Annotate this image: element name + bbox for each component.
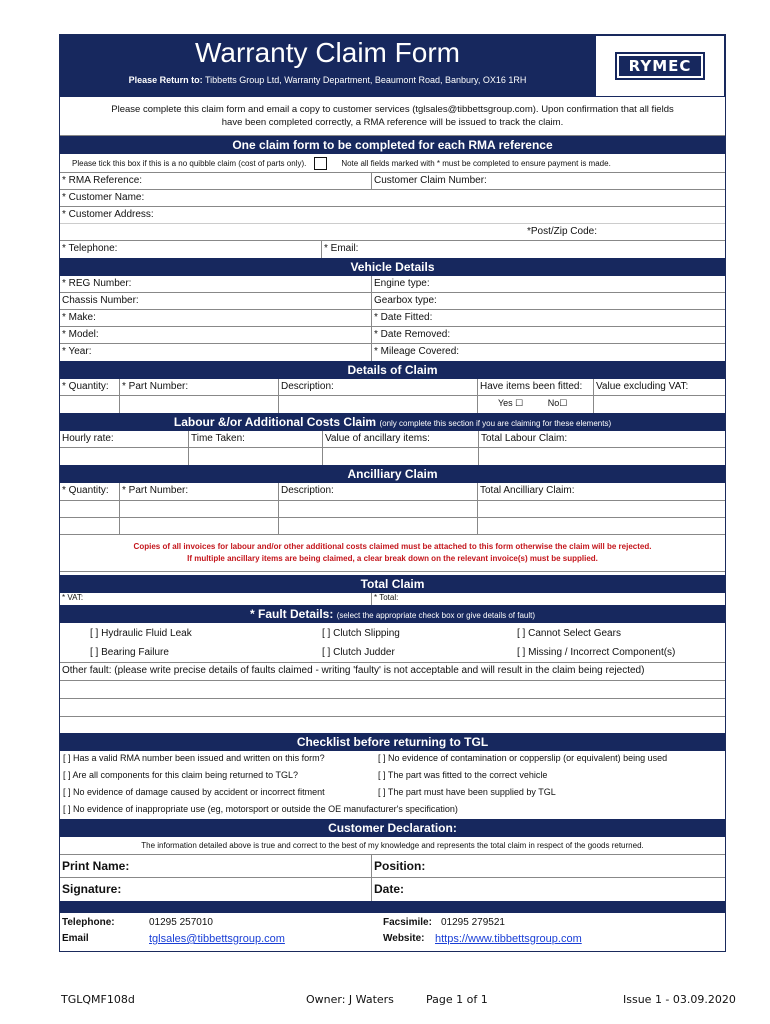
form-code: TGLQMF108d [61, 993, 135, 1006]
hourly-rate-field[interactable]: Hourly rate: [60, 431, 189, 447]
contact-telephone-label: Telephone: [62, 917, 115, 928]
print-name-field[interactable]: Print Name: [60, 855, 372, 877]
checklist-bar: Checklist before returning to TGL [60, 733, 725, 751]
quibble-checkbox[interactable] [314, 157, 327, 170]
quibble-label: Please tick this box if this is a no quibble claim (cost of parts only). [72, 158, 307, 168]
fault-title: * Fault Details: [249, 607, 334, 621]
page-number: Page 1 of 1 [426, 993, 488, 1006]
issue-date: Issue 1 - 03.09.2020 [623, 993, 736, 1006]
labour-note: (only complete this section if you are claiming for these elements) [379, 419, 612, 428]
reg-number-field[interactable]: * REG Number: [60, 276, 372, 292]
contact-email-label: Email [62, 933, 89, 944]
date-field[interactable]: Date: [374, 882, 405, 896]
fault-missing-component[interactable]: [ ] Missing / Incorrect Component(s) [517, 647, 676, 658]
fault-cannot-select-gears[interactable]: [ ] Cannot Select Gears [517, 627, 621, 639]
other-fault-field[interactable]: Other fault: (please write precise details of faults claimed - writing 'faulty' is not acceptable and will result in the claim being rejected) [62, 665, 645, 676]
check-all-components[interactable]: [ ] Are all components for this claim being returned to TGL? [63, 770, 298, 780]
fault-bearing-failure[interactable]: [ ] Bearing Failure [90, 647, 169, 658]
quibble-row [60, 154, 725, 173]
customer-claim-number-field[interactable]: Customer Claim Number: [374, 175, 487, 186]
ancillary-quantity-field[interactable]: * Quantity: [60, 483, 120, 500]
postcode-field[interactable]: *Post/Zip Code: [526, 226, 597, 237]
warranty-claim-form [59, 34, 726, 952]
ancillary-bar: Ancilliary Claim [60, 465, 725, 483]
total-ancillary-field[interactable]: Total Ancilliary Claim: [480, 485, 575, 496]
contact-facsimile: 01295 279521 [441, 917, 505, 928]
form-header [60, 35, 725, 97]
contact-email-link[interactable]: tglsales@tibbettsgroup.com [149, 933, 285, 945]
part-number-field[interactable]: * Part Number: [120, 379, 279, 395]
check-supplied-by-tgl[interactable]: [ ] The part must have been supplied by TGL [378, 787, 556, 797]
make-field[interactable]: * Make: [60, 310, 372, 326]
quantity-field[interactable]: * Quantity: [60, 379, 120, 395]
labour-bar [60, 413, 725, 431]
email-field[interactable]: * Email: [324, 243, 359, 254]
time-taken-field[interactable]: Time Taken: [189, 431, 323, 447]
contact-website-link[interactable]: https://www.tibbettsgroup.com [435, 933, 582, 945]
contact-telephone: 01295 257010 [149, 917, 213, 928]
declaration-bar: Customer Declaration: [60, 819, 725, 837]
rymec-logo: RYMEC [617, 54, 704, 78]
check-no-inappropriate-use[interactable]: [ ] No evidence of inappropriate use (eg, motorsport or outside the OE manufacturer's specification) [63, 804, 458, 814]
total-field[interactable]: * Total: [374, 593, 399, 602]
vehicle-details-bar: Vehicle Details [60, 258, 725, 276]
ancillary-description-field[interactable]: Description: [279, 483, 478, 500]
form-owner: Owner: J Waters [306, 993, 394, 1006]
fitted-yes-checkbox[interactable]: Yes ☐ [498, 398, 524, 408]
items-fitted-label: Have items been fitted: [478, 379, 594, 395]
declaration-text: The information detailed above is true and correct to the best of my knowledge and represents the total claim in respect of the goods returned. [60, 837, 725, 855]
check-rma-number[interactable]: [ ] Has a valid RMA number been issued and written on this form? [63, 753, 325, 763]
customer-address-field[interactable]: * Customer Address: [62, 209, 154, 220]
claim-bar: One claim form to be completed for each RMA reference [60, 136, 725, 154]
gearbox-type-field[interactable]: Gearbox type: [374, 295, 437, 306]
fitted-no-checkbox[interactable]: No☐ [547, 398, 568, 408]
model-field[interactable]: * Model: [60, 327, 372, 343]
intro-text: Please complete this claim form and email a copy to customer services (tglsales@tibbettsgroup.com). Upon confirmation that all fields have been completed correctly, a RMA reference will be issued to track the claim. [60, 97, 725, 136]
form-title: Warranty Claim Form [195, 37, 460, 68]
telephone-field[interactable]: * Telephone: [60, 241, 322, 258]
signature-field[interactable]: Signature: [60, 878, 372, 901]
mandatory-note: Note all fields marked with * must be completed to ensure payment is made. [341, 158, 611, 168]
ancillary-part-number-field[interactable]: * Part Number: [120, 483, 279, 500]
check-no-contamination[interactable]: [ ] No evidence of contamination or copperslip (or equivalent) being used [378, 753, 668, 763]
logo-container [595, 35, 725, 97]
total-claim-bar: Total Claim [60, 575, 725, 593]
total-labour-field[interactable]: Total Labour Claim: [481, 433, 568, 444]
contact-website-label: Website: [383, 933, 425, 944]
check-correct-vehicle[interactable]: [ ] The part was fitted to the correct vehicle [378, 770, 548, 780]
customer-name-field[interactable]: * Customer Name: [62, 192, 145, 203]
return-label: Please Return to: [128, 75, 203, 85]
invoice-warning: Copies of all invoices for labour and/or other additional costs claimed must be attached to this form otherwise the claim will be rejected. If multiple ancillary items are being claimed, a clear break down on the relevant invoice(s) must be supplied. [60, 535, 725, 572]
date-fitted-field[interactable]: * Date Fitted: [374, 312, 433, 323]
year-field[interactable]: * Year: [60, 344, 372, 361]
mileage-field[interactable]: * Mileage Covered: [374, 346, 460, 357]
return-address: Tibbetts Group Ltd, Warranty Department, Beaumont Road, Banbury, OX16 1RH [205, 75, 527, 85]
declaration-divider [60, 901, 725, 913]
fault-hydraulic-leak[interactable]: [ ] Hydraulic Fluid Leak [90, 627, 192, 639]
check-no-damage[interactable]: [ ] No evidence of damage caused by accident or incorrect fitment [63, 787, 325, 797]
fault-details-bar [60, 605, 725, 623]
labour-title: Labour &/or Additional Costs Claim [173, 415, 377, 429]
rma-reference-field[interactable]: * RMA Reference: [60, 173, 372, 189]
fault-clutch-slipping[interactable]: [ ] Clutch Slipping [322, 627, 400, 639]
position-field[interactable]: Position: [374, 859, 426, 873]
vat-field[interactable]: * VAT: [60, 593, 372, 605]
fault-clutch-judder[interactable]: [ ] Clutch Judder [322, 647, 395, 658]
fault-note: (select the appropriate check box or give details of fault) [336, 611, 536, 620]
chassis-number-field[interactable]: Chassis Number: [60, 293, 372, 309]
value-ex-vat-field[interactable]: Value excluding VAT: [596, 381, 689, 392]
engine-type-field[interactable]: Engine type: [374, 278, 430, 289]
contact-facsimile-label: Facsimile: [383, 917, 432, 928]
date-removed-field[interactable]: * Date Removed: [374, 329, 451, 340]
description-field[interactable]: Description: [279, 379, 478, 395]
ancillary-value-field[interactable]: Value of ancillary items: [323, 431, 479, 447]
claim-details-bar: Details of Claim [60, 361, 725, 379]
